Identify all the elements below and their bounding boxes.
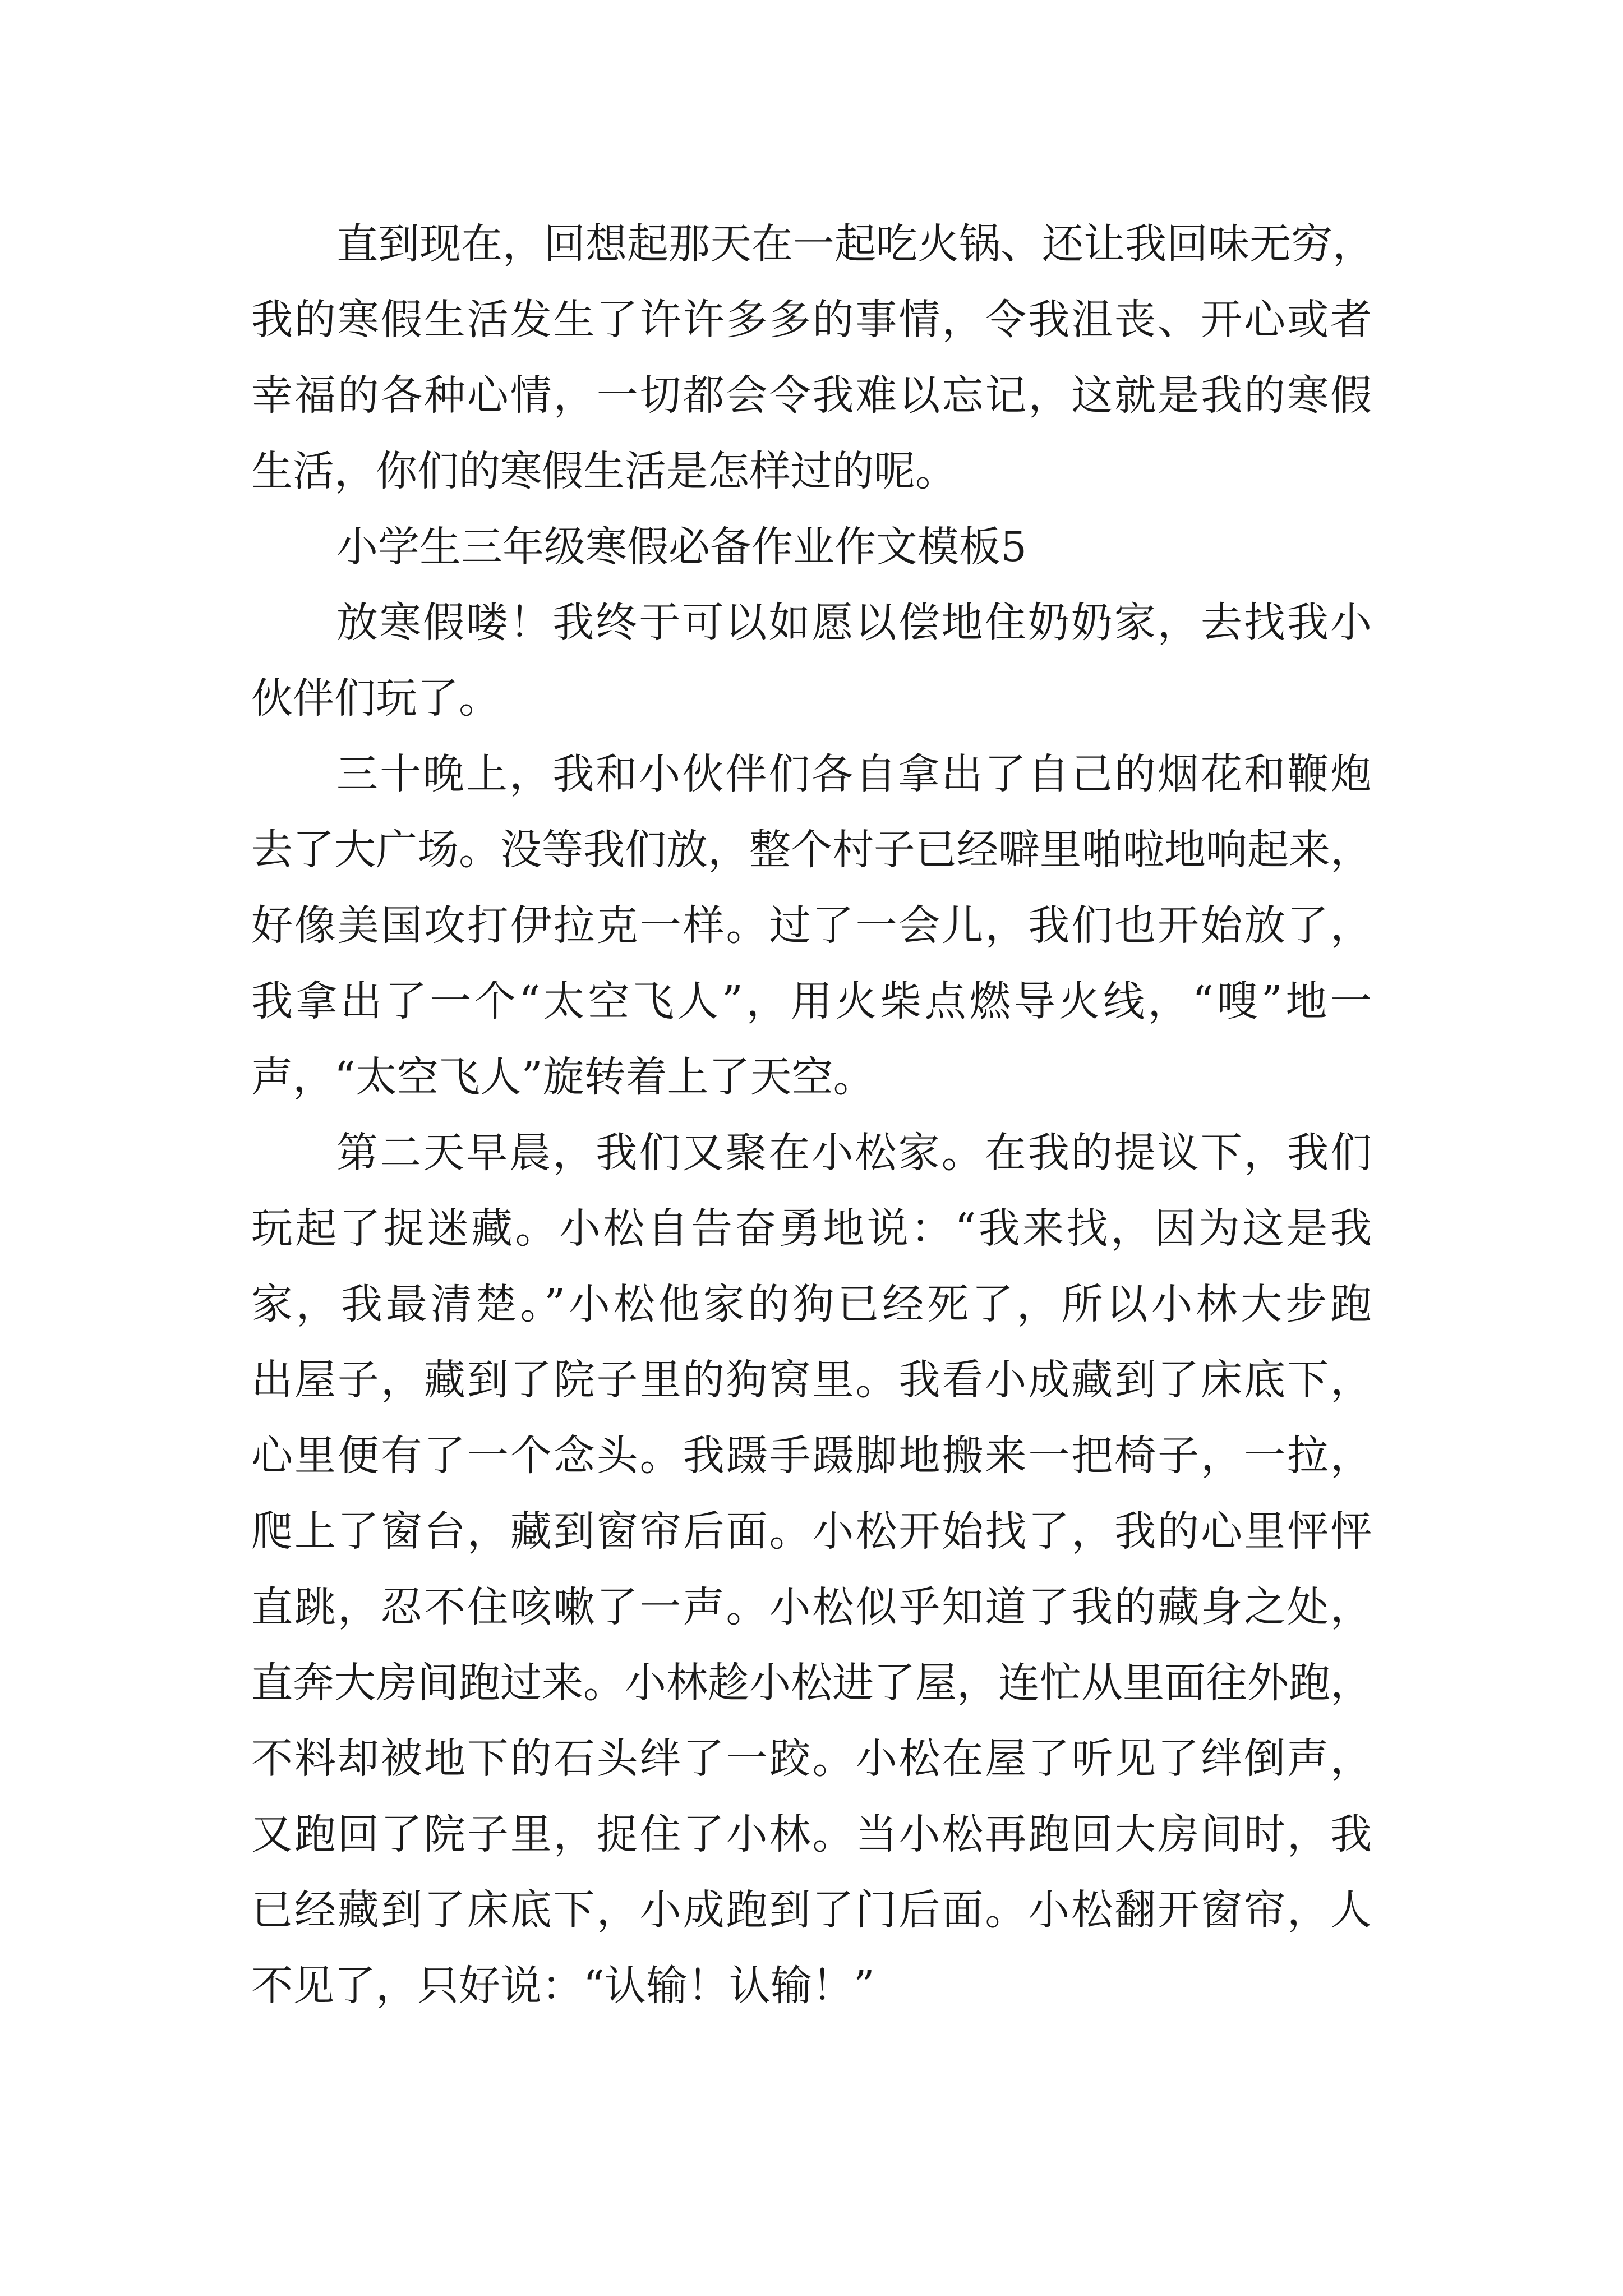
text-line: 不料却被地下的石头绊了一跤。小松在屋了听见了绊倒声， bbox=[251, 1734, 1372, 1783]
text-line: 直奔大房间跑过来。小林趁小松进了屋，连忙从里面往外跑， bbox=[251, 1659, 1372, 1707]
text-line: 声，“太空飞人”旋转着上了天空。 bbox=[251, 1053, 875, 1101]
text-line: 已经藏到了床底下，小成跑到了门后面。小松翻开窗帘，人 bbox=[251, 1886, 1372, 1934]
text-line: 我拿出了一个“太空飞人”，用火柴点燃导火线，“嗖”地一 bbox=[251, 977, 1372, 1025]
section-heading: 小学生三年级寒假必备作业作文模板5 bbox=[336, 523, 1027, 571]
text-line: 放寒假喽！我终于可以如愿以偿地住奶奶家，去找我小 bbox=[336, 599, 1372, 647]
text-line: 出屋子，藏到了院子里的狗窝里。我看小成藏到了床底下， bbox=[251, 1356, 1372, 1404]
text-line: 第二天早晨，我们又聚在小松家。在我的提议下，我们 bbox=[336, 1129, 1372, 1177]
text-line: 直跳，忍不住咳嗽了一声。小松似乎知道了我的藏身之处， bbox=[251, 1583, 1372, 1631]
text-line: 伙伴们玩了。 bbox=[251, 674, 500, 723]
text-line: 家，我最清楚。”小松他家的狗已经死了，所以小林大步跑 bbox=[251, 1280, 1372, 1328]
text-line: 去了大广场。没等我们放，整个村子已经噼里啪啦地响起来， bbox=[251, 826, 1372, 874]
text-line: 心里便有了一个念头。我蹑手蹑脚地搬来一把椅子，一拉， bbox=[251, 1432, 1372, 1480]
text-line: 又跑回了院子里，捉住了小林。当小松再跑回大房间时，我 bbox=[251, 1810, 1372, 1858]
text-line: 好像美国攻打伊拉克一样。过了一会儿，我们也开始放了， bbox=[251, 901, 1372, 950]
text-line: 直到现在，回想起那天在一起吃火锅、还让我回味无穷， bbox=[336, 220, 1374, 268]
text-line: 幸福的各种心情，一切都会令我难以忘记，这就是我的寒假 bbox=[251, 371, 1372, 420]
text-line: 玩起了捉迷藏。小松自告奋勇地说：“我来找，因为这是我 bbox=[251, 1204, 1372, 1253]
text-line: 生活，你们的寒假生活是怎样过的呢。 bbox=[251, 447, 957, 495]
text-line: 三十晚上，我和小伙伴们各自拿出了自己的烟花和鞭炮 bbox=[336, 750, 1372, 798]
text-line: 不见了，只好说：“认输！认输！” bbox=[251, 1962, 875, 2010]
text-line: 我的寒假生活发生了许许多多的事情，令我沮丧、开心或者 bbox=[251, 296, 1372, 344]
text-line: 爬上了窗台，藏到窗帘后面。小松开始找了，我的心里怦怦 bbox=[251, 1507, 1372, 1556]
